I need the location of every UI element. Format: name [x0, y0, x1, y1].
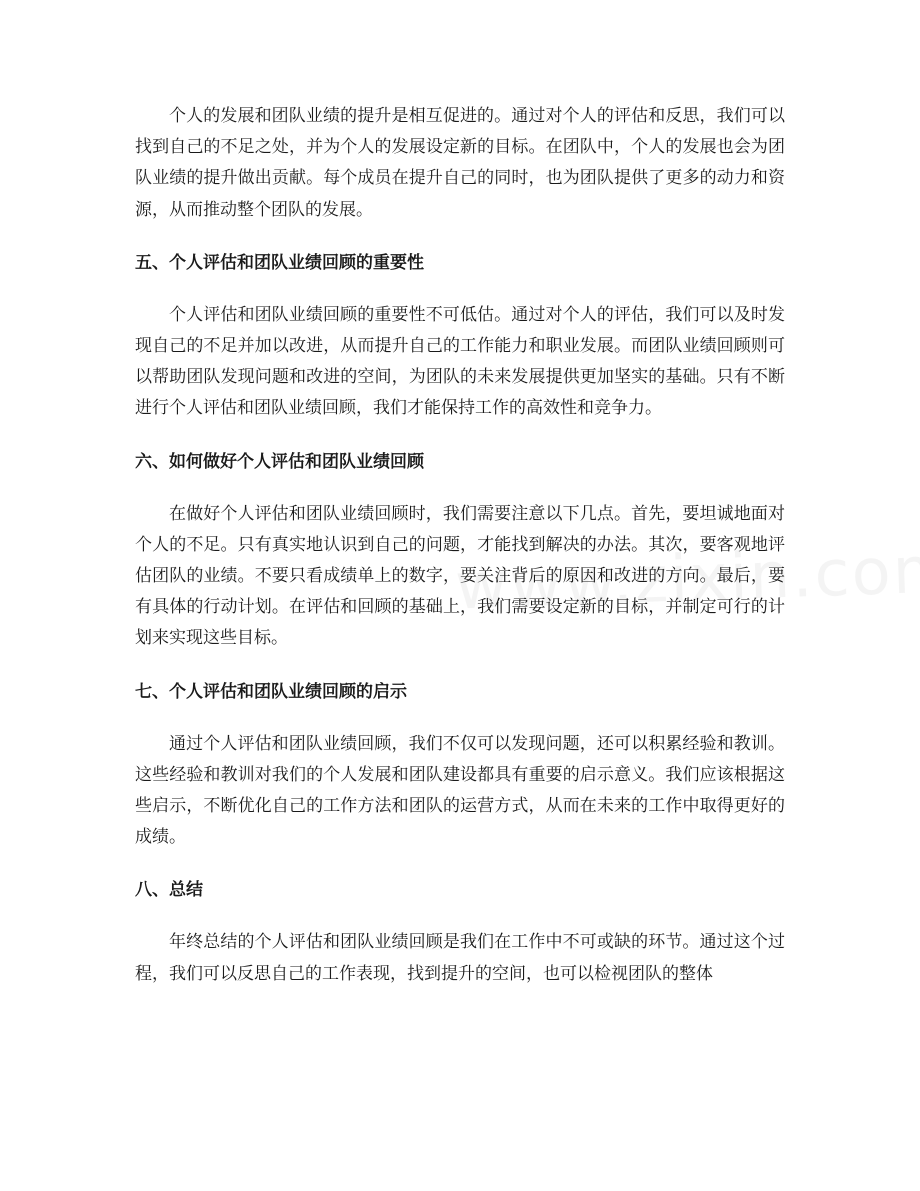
document-body: [135, 101, 785, 990]
section-heading-7: 七、个人评估和团队业绩回顾的启示: [135, 681, 407, 702]
section-body-7: 通过个人评估和团队业绩回顾，我们不仅可以发现问题，还可以积累经验和教训。这些经验和教训对我们的个人发展和团队建设都具有重要的启示意义。我们应该根据这些启示，不断优化自己的工作方法和团队的运营方式，从而在未来的工作中取得更好的成绩。: [135, 733, 785, 848]
section-body-5: 个人评估和团队业绩回顾的重要性不可低估。通过对个人的评估，我们可以及时发现自己的不足并加以改进，从而提升自己的工作能力和职业发展。而团队业绩回顾则可以帮助团队发现问题和改进的空间，为团队的未来发展提供更加坚实的基础。只有不断进行个人评估和团队业绩回顾，我们才能保持工作的高效性和竞争力。: [135, 304, 785, 419]
section-heading-5: 五、个人评估和团队业绩回顾的重要性: [135, 252, 424, 273]
section-body-6: 在做好个人评估和团队业绩回顾时，我们需要注意以下几点。首先，要坦诚地面对个人的不足。只有真实地认识到自己的问题，才能找到解决的办法。其次，要客观地评估团队的业绩。不要只看成绩单上的数字，要关注背后的原因和改进的方向。最后，要有具体的行动计划。在评估和回顾的基础上，我们需要设定新的目标，并制定可行的计划来实现这些目标。: [135, 503, 785, 649]
section-heading-8: 八、总结: [135, 880, 203, 901]
section-body-8: 年终总结的个人评估和团队业绩回顾是我们在工作中不可或缺的环节。通过这个过程，我们可以反思自己的工作表现，找到提升的空间，也可以检视团队的整体: [135, 932, 785, 984]
section-heading-6: 六、如何做好个人评估和团队业绩回顾: [135, 451, 424, 472]
intro-paragraph: 个人的发展和团队业绩的提升是相互促进的。通过对个人的评估和反思，我们可以找到自己的不足之处，并为个人的发展设定新的目标。在团队中，个人的发展也会为团队业绩的提升做出贡献。每个成员在提升自己的同时，也为团队提供了更多的动力和资源，从而推动整个团队的发展。: [135, 106, 785, 220]
